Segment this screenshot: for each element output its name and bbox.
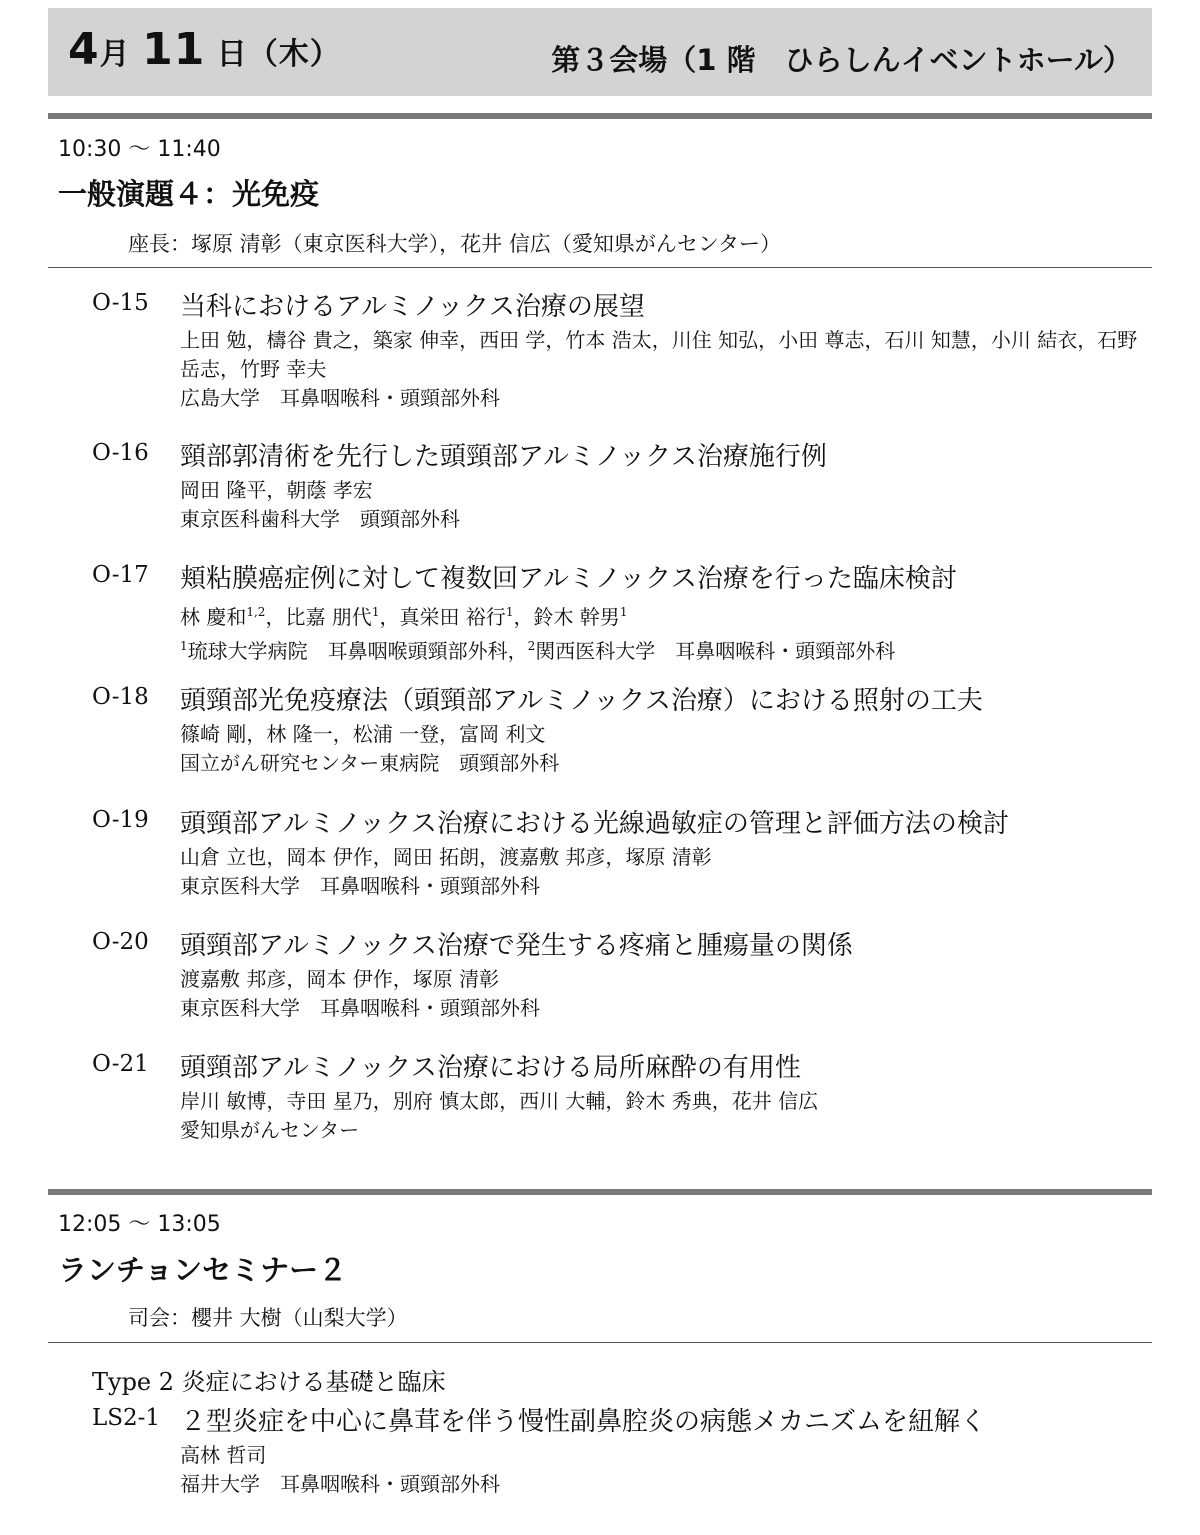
presentation-id: O-15 [92,290,149,316]
venue-title: 第３会場（1 階 ひらしんイベントホール） [551,43,1132,77]
presentation-title: 頭頸部光免疫療法（頭頸部アルミノックス治療）における照射の工夫 [180,686,983,716]
affil-mark: 2 [527,639,536,653]
presentation-affiliation [180,632,1140,666]
presentation-title: 当科におけるアルミノックス治療の展望 [180,292,645,322]
presentation-authors: 高林 哲司 [180,1443,267,1467]
presentation-title: 頬粘膜癌症例に対して複数回アルミノックス治療を行った臨床検討 [180,564,957,594]
presentation-authors: 岸川 敏博，寺田 星乃，別府 慎太郎，西川 大輔，鈴木 秀典，花井 信広 [180,1089,819,1113]
date-month: 4 [68,24,100,75]
divider [48,1342,1152,1343]
divider [48,267,1152,268]
presentation-authors: 篠崎 剛，林 隆一，松浦 一登，富岡 利文 [180,722,546,746]
affil-mark: 1 [180,639,188,653]
section-bar [48,1189,1152,1195]
presentation-id: O-20 [92,929,149,955]
date-day: 11 [142,24,206,75]
presentation-id: O-16 [92,440,149,466]
author-affil-mark: 1 [371,605,380,619]
presentation-id: O-18 [92,684,149,710]
presentation-authors: 渡嘉敷 邦彦，岡本 伊作，塚原 清彰 [180,967,500,991]
presentation-authors [180,598,1140,632]
author-name: 林 慶和 [180,605,247,629]
section-bar [48,113,1152,119]
session-title: ランチョンセミナー２ [58,1253,348,1287]
session-time: 12:05 〜 13:05 [58,1212,221,1237]
page-header [48,8,1152,96]
date-day-suffix: 日 [216,37,248,72]
author-affil-mark: 1 [505,605,514,619]
session-chairs: 座長：塚原 清彰（東京医科大学），花井 信広（愛知県がんセンター） [128,232,782,256]
presentation-title: 頭頸部アルミノックス治療における光線過敏症の管理と評価方法の検討 [180,809,1009,839]
presentation-authors: 岡田 隆平，朝蔭 孝宏 [180,478,373,502]
session-chair: 司会：櫻井 大樹（山梨大学） [128,1306,408,1330]
presentation-affiliation: 東京医科歯科大学 頭頸部外科 [180,507,460,531]
author-name: ，真栄田 裕行 [379,605,506,629]
author-affil-mark: 1 [619,605,628,619]
presentation-affiliation: 福井大学 耳鼻咽喉科・頭頸部外科 [180,1472,500,1496]
date-weekday: （木） [247,37,341,72]
presentation-affiliation: 東京医科大学 耳鼻咽喉科・頭頸部外科 [180,874,540,898]
presentation-authors: 上田 勉，檮谷 貴之，築家 伸幸，西田 学，竹本 浩太，川住 知弘，小田 尊志，石川 知慧，小川 結衣，石野 岳志，竹野 幸夫 [180,328,1138,381]
presentation-authors: 山倉 立也，岡本 伊作，岡田 拓朗，渡嘉敷 邦彦，塚原 清彰 [180,845,712,869]
presentation-affiliation: 広島大学 耳鼻咽喉科・頭頸部外科 [180,386,500,410]
presentation-affiliation: 愛知県がんセンター [180,1118,360,1142]
presentation-affiliation: 東京医科大学 耳鼻咽喉科・頭頸部外科 [180,996,540,1020]
presentation-title: 頸部郭清術を先行した頭頸部アルミノックス治療施行例 [180,442,827,472]
presentation-title: 頭頸部アルミノックス治療で発生する疼痛と腫瘍量の関係 [180,931,853,961]
author-affil-mark: 1,2 [246,605,266,619]
presentation-id: O-19 [92,807,149,833]
presentation-title: ２型炎症を中心に鼻茸を伴う慢性副鼻腔炎の病態メカニズムを紐解く [180,1407,987,1437]
presentation-title: 頭頸部アルミノックス治療における局所麻酔の有用性 [180,1053,801,1083]
session-time: 10:30 〜 11:40 [58,137,221,162]
affiliation-name: 関西医科大学 耳鼻咽喉科・頭頸部外科 [535,639,896,663]
session-title: 一般演題４：光免疫 [58,177,320,211]
date-month-suffix: 月 [99,37,131,72]
session-date [68,24,341,75]
author-name: ，鈴木 幹男 [513,605,620,629]
author-name: ，比嘉 朋代 [265,605,372,629]
seminar-topic: Type 2 炎症における基礎と臨床 [92,1368,446,1396]
presentation-id: LS2-1 [92,1405,161,1431]
presentation-id: O-21 [92,1051,149,1077]
affiliation-name: 琉球大学病院 耳鼻咽喉頭頸部外科， [187,639,528,663]
presentation-id: O-17 [92,562,149,588]
presentation-affiliation: 国立がん研究センター東病院 頭頸部外科 [180,751,560,775]
